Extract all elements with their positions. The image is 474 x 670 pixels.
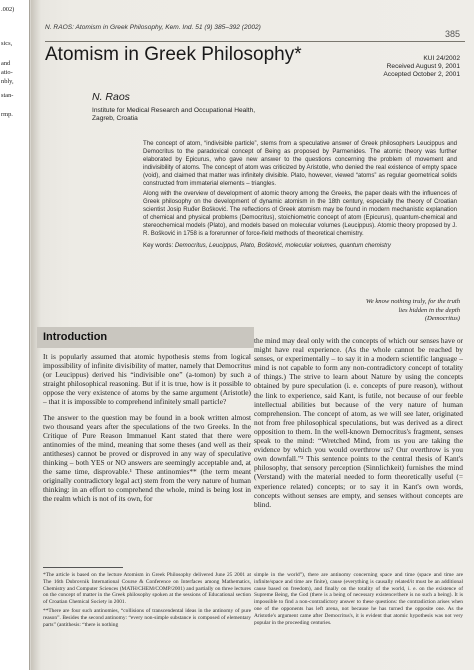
gutter-text: and [1,60,11,67]
body-paragraph: The answer to the question may be found in a book written almost two thousand years after the speculations of the two Greeks. In the Critique of Pure Reason Immanuel Kant stated that there were antinomies of the mind, meaning that some theses (and well as their antitheses) cannot be proved or disproved in any way of speculative thinking – both YES or NO answers are seemingly acceptable and, at the same time, disprovable.¹ These antinomies** (the term meant originally contradictory legal act) stem from the very nature of human thinking: in an effort to comprehend the whole, mind is being lost in the realm which is not of its own, for [43,412,251,504]
abstract-paragraph: The concept of atom, “indivisible particle”, stems from a speculative answer of Greek philosophers Leucippus and Democritus to the paradoxical concept of Being as proposed by Parmenides. The atomic theory was further elaborated by Epicurus, who gave new answer to the questions concerning the problem of movement and indivisibility of atoms. The concept of atom was criticized by Aristotle, who denied the real existence of empty space (void), and claimed that matter was infinitely divisible. Plato, however, viewed “atoms” as regular geometrical solids constructed from immaterial elements – triangles. [143,140,457,187]
article-code: KUI 24/2002 [423,55,460,62]
epigraph-source: (Democritus) [424,315,460,323]
footnote: *The article is based on the lecture Atomism in Greek Philosophy delivered June 25 2001 at The 16th Dubrovnik International Course & Conference on Interfaces among Mathematics, Chemistry and Computer Sciences (MATH/CHEM/COMP/2001) and partially on three lectures on the concept of matter in the Greek philosophy spoken at the sessions of Educational section of Croatian Chemical Society in 2001. [43,572,251,606]
footnote-rule [43,567,123,568]
affiliation-line: Institute for Medical Research and Occupational Health, [92,107,256,114]
gutter-text: sics, [1,40,13,47]
journal-page [31,0,474,670]
running-head: N. RAOS: Atomism in Greek Philosophy, Kem. Ind. 51 (9) 385–392 (2002) [45,24,261,31]
footnotes-left [43,572,251,630]
affiliation [92,107,255,124]
received-date: Received August 9, 2001 [386,63,460,70]
gutter-text: stan- [1,92,14,99]
author-name: N. Raos [92,91,130,103]
body-column-right [254,336,463,509]
keywords [143,242,457,250]
epigraph-line: lies hidden in the depth [398,306,460,314]
footnotes-right [254,572,463,626]
previous-page-gutter [0,0,30,670]
epigraph [366,298,460,324]
footnote: **There are four such antinomies, “collisions of transcendental ideas in the antinomy of pure reason”. Besides the second antinomy: “every non-simple substance is composed of elementary parts” (antithesis: “there is nothing [43,607,251,628]
keywords-label: Key words: [143,241,174,249]
abstract [143,140,457,250]
gutter-text: .002) [1,6,15,13]
gutter-text: nbly, [1,78,14,85]
article-title: Atomism in Greek Philosophy* [45,44,302,65]
gutter-text: rmp. [1,111,13,118]
body-paragraph: the mind may deal only with the concepts of which our senses have or might have real experience. (As the whole cannot be reached by senses, or experimentally – to say it in a modern scientific language – mind is not capable to form any non-contradictory concept of totality of things.) The strive to learn about Nature by using the concepts obtained by pure speculation (i. e. concepts of pure reason), without the link to experience, said Kant, is futile, not because of our feeble intellectual abilities but because of the very nature of human comprehension. The concept of atom, as we will see later, originated not from free philosophical speculations, but was derived as a direct opposition to them. In the well-known Democritus's fragment, senses speak to the mind: “Wretched Mind, from us you are taking the evidence by which you would overthrow us? Our overthrow is you own downfall.”² This sentence points to the central thesis of Kant's philosophy, that sensory perception (Sinnlichkeit) furnishes the mind (Verstand) with the material needed to form theoretically useful (= experience related) concepts; or to say it in Kant's own words, concepts without senses are empty, and senses without concepts are blind. [254,336,463,509]
keywords-list: Democritus, Leucippus, Plato, Bošković, molecular volumes, quantum chemistry [174,241,391,249]
page-number: 385 [444,29,460,39]
footnote: simple in the world”), there are antinomy concerning space and time (space and time are infinite/space and time are finite), cause (everything is causally related/it must be an additional cause based on freedom), and finally on the totality of the world, i. e. on the existence of Supreme Being, the God (there is a being of necessary existence/there is no such a being). It is impossible to find a non-contradictory answer to these questions: the contradiction arises when one of the opponents has left arena, not because he has turned the opposite one. As the Aristotle's argument came after Democritus's, it is evident that atomic hypothesis was not very popular in the proceeding centuries. [254,572,463,626]
article-meta [383,55,460,79]
body-paragraph: It is popularly assumed that atomic hypothesis stems from logical impossibility of infinite divisibility of matter, namely that Democritus (or Leucippus) derived his “indivisible one” (a-tomon) by such a straight philosophical reasoning. But if it is true, how is it possible to oppose the very existence of atoms by the same argument (Aristotle) – that it is impossible to comprehend infinitely small particle? [43,352,251,407]
gutter-text: atio- [1,69,13,76]
header-rule [45,41,465,42]
accepted-date: Accepted October 2, 2001 [383,71,460,78]
epigraph-line: We know nothing truly, for the truth [365,298,460,305]
body-column-left [43,352,251,510]
abstract-paragraph: Along with the overview of development of atomic theory among the Greeks, the paper deals with the influences of Greek philosophy on the development of dynamic atomism in the 18th century, especially the theory of Croatian scientist Josip Ruđer Bošković. The reflections of Greek atomism may be found in modern mechanistic explanation of chemical and physical problems (Democritus), stoichiometric concept of atom (Epicurus), quantum-chemical and stereochemical models (Plato), and models based on molecular volumes (Leucippus). Atomic theory proposed by J. R. Bošković in 1758 is a forerunner of force-field methods of theoretical chemistry. [143,190,457,237]
affiliation-line: Zagreb, Croatia [92,115,138,123]
section-heading: Introduction [43,331,108,343]
